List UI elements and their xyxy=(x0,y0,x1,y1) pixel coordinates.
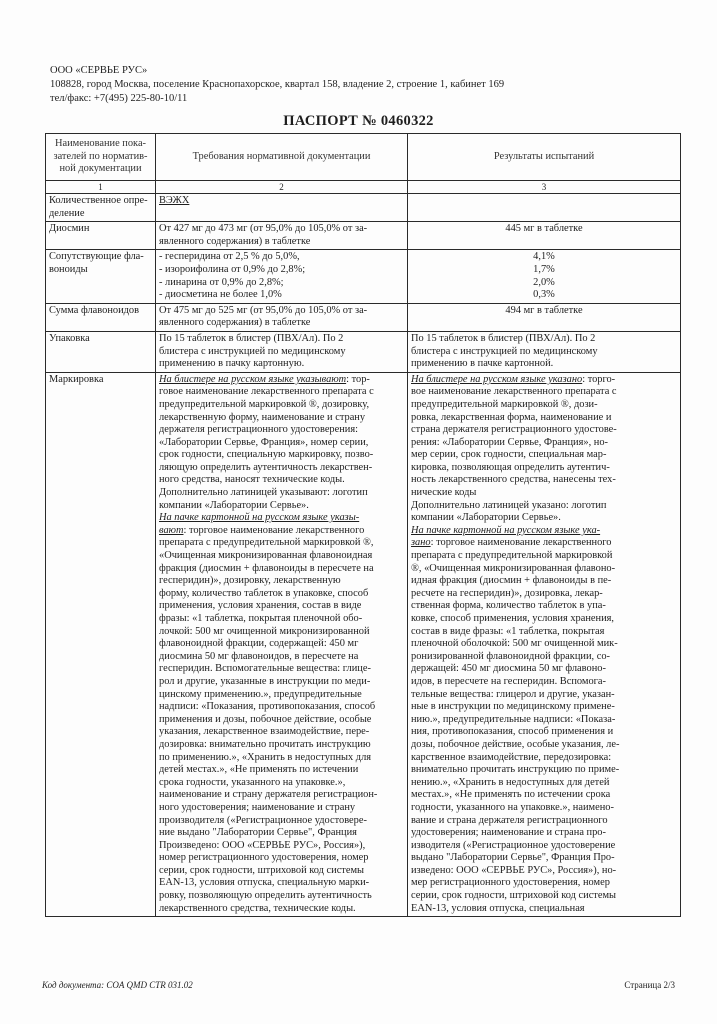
marking-res-pack-text xyxy=(411,550,677,915)
marking-res-pack-text-line: удостоверения; наименование и страна про- xyxy=(411,827,606,839)
company-phone: тел/факс: +7(495) 225-80-10/11 xyxy=(50,93,188,104)
marking-res-pack-text-line: ронизированной флавоноидной фракции, со- xyxy=(411,650,610,662)
row-flavonoids-name xyxy=(49,251,152,276)
marking-res-pack-text-line: ные в инструкции по медицинскому примене- xyxy=(411,701,615,713)
row-diosmin-requirement-line: явленного содержания) в таблетке xyxy=(159,235,311,247)
row-marking xyxy=(46,372,681,917)
header-results: Результаты испытаний xyxy=(408,134,681,181)
marking-req-pack-text-line: ного удостоверения; наименование и страну xyxy=(159,801,356,813)
marking-req-blister-text-line: срок годности, специальную маркировку, позво- xyxy=(159,449,374,461)
header-requirements: Требования нормативной документации xyxy=(156,134,408,181)
marking-req-blister-text-line: говое наименование лекарственного препарата с xyxy=(159,386,374,398)
marking-res-pack-text-line: нению.», «Хранить в недоступных для детей xyxy=(411,776,610,788)
row-flavonoids-name-line: Сопутствующие фла- xyxy=(49,251,144,263)
marking-res-pack-lead: : торговое наименование лекарственного xyxy=(430,537,612,549)
row-quantitative-name-line: Количественное опре- xyxy=(49,195,148,206)
marking-req-pack-text-line: по применению.», «Хранить в недоступных для xyxy=(159,751,372,763)
marking-req-pack-text-line: гесперидин. Вспомогательные вещества: глице- xyxy=(159,663,371,675)
marking-req-pack-text-line: лочкой: 500 мг очищенной микронизированной xyxy=(159,625,370,637)
marking-res-pack-text-line: карственное взаимодействие, передозировка: xyxy=(411,751,612,763)
row-marking-name: Маркировка xyxy=(46,372,156,917)
company-address: 108828, город Москва, поселение Краснопахорское, квартал 158, владение 2, строение 1, кабинет 169 xyxy=(50,79,505,90)
row-packaging xyxy=(46,331,681,372)
marking-req-pack-text-line: флавоноидной фракции, содержащей: 450 мг xyxy=(159,638,359,650)
company-header xyxy=(50,64,504,106)
marking-res-pack-text-line: ния, противопоказания, способ применения и xyxy=(411,726,614,738)
marking-req-blister-text-line: предупредительной маркировкой ®, дозировку, xyxy=(159,398,370,410)
marking-req-pack-text-line: Произведено: ООО «СЕРВЬЕ РУС», Россия»), xyxy=(159,839,366,851)
row-flavonoids-result-line: 1,7% xyxy=(533,263,555,275)
row-packaging-result xyxy=(411,333,677,371)
marking-res-pack-text-line: ресчете на гесперидин)», дозировка, лекар- xyxy=(411,587,603,599)
marking-res-pack-text-line: тельные вещества: глицерол и другие, указан- xyxy=(411,688,615,700)
marking-req-blister-text-line: ного средства, наносят технические коды. xyxy=(159,474,345,486)
marking-res-pack-text-line: идов, в пересчете на гесперидин. Вспомога- xyxy=(411,675,606,687)
marking-req-pack-text-line: номер регистрационного удостоверения, номер xyxy=(159,852,369,864)
column-number-2: 2 xyxy=(156,181,408,194)
row-diosmin-result: 445 мг в таблетке xyxy=(408,222,681,250)
marking-req-pack-text-line: указания, лекарственное взаимодействие, пере- xyxy=(159,726,370,738)
marking-res-blister-lead: : торго- xyxy=(582,373,616,385)
marking-res-pack-text-line: идная фракция (диосмин + флавоноиды в пе- xyxy=(411,575,612,587)
marking-res-blister-text-line: вое наименование лекарственного препарата с xyxy=(411,386,617,398)
document-code: Код документа: COA QMD CTR 031.02 xyxy=(42,980,193,990)
marking-req-pack-text-line: наименование и страну держателя регистрацион- xyxy=(159,789,378,801)
company-name: ООО «СЕРВЬЕ РУС» xyxy=(50,65,148,76)
marking-res-pack-text-line: дозы, побочное действие, особые указания, ле- xyxy=(411,738,620,750)
row-packaging-result-line: применению в пачке картонной. xyxy=(411,358,554,370)
marking-res-pack-text-line: состав в виде фразы: «1 таблетка, покрытая xyxy=(411,625,605,637)
marking-req-pack-text-line: детей местах.», «Не применять по истечении xyxy=(159,764,359,776)
marking-res-blister-text-line: нические коды xyxy=(411,487,477,499)
marking-res-blister-text-line: ность лекарственного средства, нанесены тех- xyxy=(411,474,616,486)
row-sum-name: Сумма флавоноидов xyxy=(46,303,156,331)
header-indicator-lines-line: ной документации xyxy=(59,163,142,175)
header-indicator-lines-line: Наименование пока- xyxy=(54,138,147,150)
marking-req-pack-text-line: дозировка: внимательно прочитать инструкцию xyxy=(159,738,371,750)
row-packaging-result-line: По 15 таблеток в блистер (ПВХ/Ал). По 2 xyxy=(411,332,596,344)
row-packaging-requirement-line: блистера с инструкцией по медицинскому xyxy=(159,345,346,357)
marking-res-pack-text-line: пленочной оболочкой: 500 мг очищенной мик- xyxy=(411,638,618,650)
header-indicator-lines-line: зателей по норматив- xyxy=(53,150,148,162)
header-indicator-lines xyxy=(49,138,152,176)
marking-res-pack-text-line: годности, указанного на упаковке.», наимено- xyxy=(411,801,614,813)
row-flavonoids-requirement-line: - гесперидина от 2,5 % до 5,0%, xyxy=(159,251,300,263)
column-number-3: 3 xyxy=(408,181,681,194)
marking-req-blister-text-line: Дополнительно латиницей указывают: логотип xyxy=(159,487,368,499)
marking-res-pack-text-line: препарата с предупредительной маркировкой xyxy=(411,550,613,562)
row-diosmin-name: Диосмин xyxy=(46,222,156,250)
page-number: Страница 2/3 xyxy=(624,980,675,990)
marking-req-blister-text-line: компании «Лаборатории Сервье». xyxy=(159,499,309,511)
marking-res-pack-text-line: ственная форма, количество таблеток в упа- xyxy=(411,600,606,612)
row-flavonoids xyxy=(46,250,681,303)
marking-res-blister-text-line: ровка, лекарственная форма, наименование и xyxy=(411,411,612,423)
marking-req-pack-text-line: фразы: «1 таблетка, покрытая пленочной обо- xyxy=(159,613,363,624)
marking-res-pack-text-line: ®, «Очищенная микронизированная флавоно- xyxy=(411,562,616,574)
marking-res-blister-text xyxy=(411,386,677,525)
row-sum-result: 494 мг в таблетке xyxy=(408,303,681,331)
marking-res-pack-text-line: нию.», предупредительные надписи: «Показа- xyxy=(411,713,616,725)
marking-req-blister-text-line: «Лаборатории Сервье, Франция», номер серии, xyxy=(159,436,369,448)
marking-req-pack-text-line: гесперидин)», дозировку, лекарственную xyxy=(159,575,341,587)
marking-req-pack-heading: На пачке картонной на русском языке указы- xyxy=(159,512,360,524)
marking-req-blister-heading: На блистере на русском языке указывают xyxy=(159,373,347,385)
row-packaging-requirement-line: По 15 таблеток в блистер (ПВХ/Ал). По 2 xyxy=(159,332,344,344)
marking-req-blister-text-line: лекарственную форму, наименование и страну xyxy=(159,411,366,423)
marking-res-blister-text-line: рения: «Лаборатории Сервье, Франция», но- xyxy=(411,436,608,448)
header-indicator xyxy=(46,134,156,181)
marking-req-pack-text-line: форму, количество таблеток в упаковке, способ xyxy=(159,587,369,599)
marking-req-pack-text-line: лекарственного средства, технические коды. xyxy=(159,902,356,914)
marking-req-pack-text xyxy=(159,537,404,915)
column-number-1: 1 xyxy=(46,181,156,194)
row-flavonoids-requirement xyxy=(159,251,404,301)
marking-req-pack-text-line: EAN-13, условия отпуска, специальную марки- xyxy=(159,877,370,889)
marking-req-pack-text-line: диосмина 50 мг флавоноидов, в пересчете на xyxy=(159,650,359,662)
row-quantitative-method: ВЭЖХ xyxy=(159,195,190,206)
marking-res-pack-text-line: изводителя («Регистрационное удостоверение xyxy=(411,839,616,851)
marking-req-pack-text-line: рол и другие, указанные в инструкции по меди- xyxy=(159,675,371,687)
marking-res-pack-text-line: внимательно прочитать инструкцию по приме- xyxy=(411,764,620,776)
row-marking-requirement xyxy=(156,372,408,917)
marking-res-blister-text-line: кировка, позволяющая определить аутентич- xyxy=(411,461,610,473)
marking-res-pack-text-line: EAN-13, условия отпуска, специальная xyxy=(411,902,585,914)
marking-req-pack-text-line: надписи: «Показания, противопоказания, способ xyxy=(159,701,376,713)
marking-req-pack-text-line: «Очищенная микронизированная флавоноидная xyxy=(159,550,373,562)
marking-res-blister-text-line: страна держателя регистрационного удостове- xyxy=(411,424,617,436)
marking-req-pack-text-line: цинскому применению.», предупредительные xyxy=(159,688,362,700)
marking-res-pack-heading-end: зано xyxy=(411,537,431,549)
row-flavonoids-result-line: 0,3% xyxy=(533,289,555,301)
row-quantitative-name-line: деление xyxy=(49,207,85,219)
column-number-row xyxy=(46,181,681,194)
marking-res-blister-text-line: компании «Лаборатории Сервье». xyxy=(411,512,561,524)
marking-res-blister-text-line: предупредительной маркировкой ®, дози- xyxy=(411,398,598,410)
marking-res-blister-text-line: Дополнительно латиницей указано: логотип xyxy=(411,499,607,511)
row-marking-result xyxy=(408,372,681,917)
row-diosmin-requirement-line: От 427 мг до 473 мг (от 95,0% до 105,0% от за- xyxy=(159,223,368,235)
marking-req-blister-text-line: держателя регистрационного удостоверения: xyxy=(159,424,359,436)
marking-req-blister-text-line: ляющую определить аутентичность лекарствен- xyxy=(159,461,373,473)
row-packaging-requirement xyxy=(159,333,404,371)
marking-res-pack-text-line: серии, срок годности, штриховой код системы xyxy=(411,890,617,902)
marking-req-pack-text-line: препарата с предупредительной маркировкой ®, xyxy=(159,537,374,549)
marking-res-pack-text-line: местах.», «Не применять по истечении срока xyxy=(411,789,611,801)
row-packaging-result-line: блистера с инструкцией по медицинскому xyxy=(411,345,598,357)
row-diosmin xyxy=(46,222,681,250)
row-flavonoids-requirement-line: - диосметина не более 1,0% xyxy=(159,289,282,301)
marking-res-pack-text-line: держащей: 450 мг диосмина 50 мг флавоно- xyxy=(411,663,606,675)
row-packaging-name: Упаковка xyxy=(46,331,156,372)
row-quantitative-name xyxy=(49,195,152,220)
marking-res-pack-text-line: мер регистрационного удостоверения, номер xyxy=(411,877,610,889)
row-sum-flavonoids xyxy=(46,303,681,331)
row-sum-requirement-line: От 475 мг до 525 мг (от 95,0% до 105,0% от за- xyxy=(159,304,368,316)
row-flavonoids-result-line: 4,1% xyxy=(533,251,555,263)
marking-req-pack-heading-end: вают xyxy=(159,524,184,536)
marking-req-pack-text-line: ровку, позволяющую определить аутентичность xyxy=(159,890,372,902)
row-diosmin-requirement xyxy=(159,223,404,248)
row-flavonoids-result xyxy=(411,251,677,301)
marking-res-pack-heading: На пачке картонной на русском языке ука- xyxy=(411,524,601,536)
marking-req-pack-text-line: производителя («Регистрационное удостовере- xyxy=(159,814,367,826)
marking-req-blister-text xyxy=(159,386,404,512)
row-flavonoids-result-line: 2,0% xyxy=(533,276,555,288)
table-header-row xyxy=(46,134,681,181)
marking-req-pack-text-line: применения, условия хранения, состав в виде xyxy=(159,600,362,612)
row-flavonoids-requirement-line: - изороифолина от 0,9% до 2,8%; xyxy=(159,263,306,275)
row-quantitative-result xyxy=(408,194,681,222)
marking-res-pack-text-line: вание и страна держателя регистрационного xyxy=(411,814,608,826)
marking-res-pack-text-line: выдано "Лаборатории Сервье", Франция Про- xyxy=(411,852,615,864)
marking-req-blister-lead: : тор- xyxy=(346,373,370,385)
marking-res-pack-text-line: изведено: ООО «СЕРВЬЕ РУС», Россия»), но- xyxy=(411,864,617,876)
marking-req-pack-lead: : торговое наименование лекарственного xyxy=(183,524,365,536)
passport-table xyxy=(45,133,681,917)
marking-req-pack-text-line: применения и дозы, побочное действие, особые xyxy=(159,713,372,725)
row-quantitative xyxy=(46,194,681,222)
row-flavonoids-name-line: воноиды xyxy=(49,263,88,275)
row-sum-requirement-line: явленного содержания) в таблетке xyxy=(159,317,311,329)
marking-res-pack-text-line: ковке, способ применения, условия хранения, xyxy=(411,613,615,624)
document-title: ПАСПОРТ № 0460322 xyxy=(283,113,434,129)
marking-req-pack-text-line: фракция (диосмин + флавоноиды в пересчете на xyxy=(159,562,374,574)
row-flavonoids-requirement-line: - линарина от 0,9% до 2,8%; xyxy=(159,276,284,288)
marking-req-pack-text-line: ние выдано "Лаборатории Сервье", Франция xyxy=(159,827,357,839)
marking-req-pack-text-line: срока годности, указанного на упаковке.», xyxy=(159,776,346,788)
marking-res-blister-text-line: мер серии, срок годности, специальная мар- xyxy=(411,449,607,461)
row-sum-requirement xyxy=(159,305,404,330)
marking-req-pack-text-line: серии, срок годности, штриховой код системы xyxy=(159,864,365,876)
row-packaging-requirement-line: применению в пачку картонную. xyxy=(159,358,305,370)
marking-res-blister-heading: На блистере на русском языке указано xyxy=(411,373,583,385)
